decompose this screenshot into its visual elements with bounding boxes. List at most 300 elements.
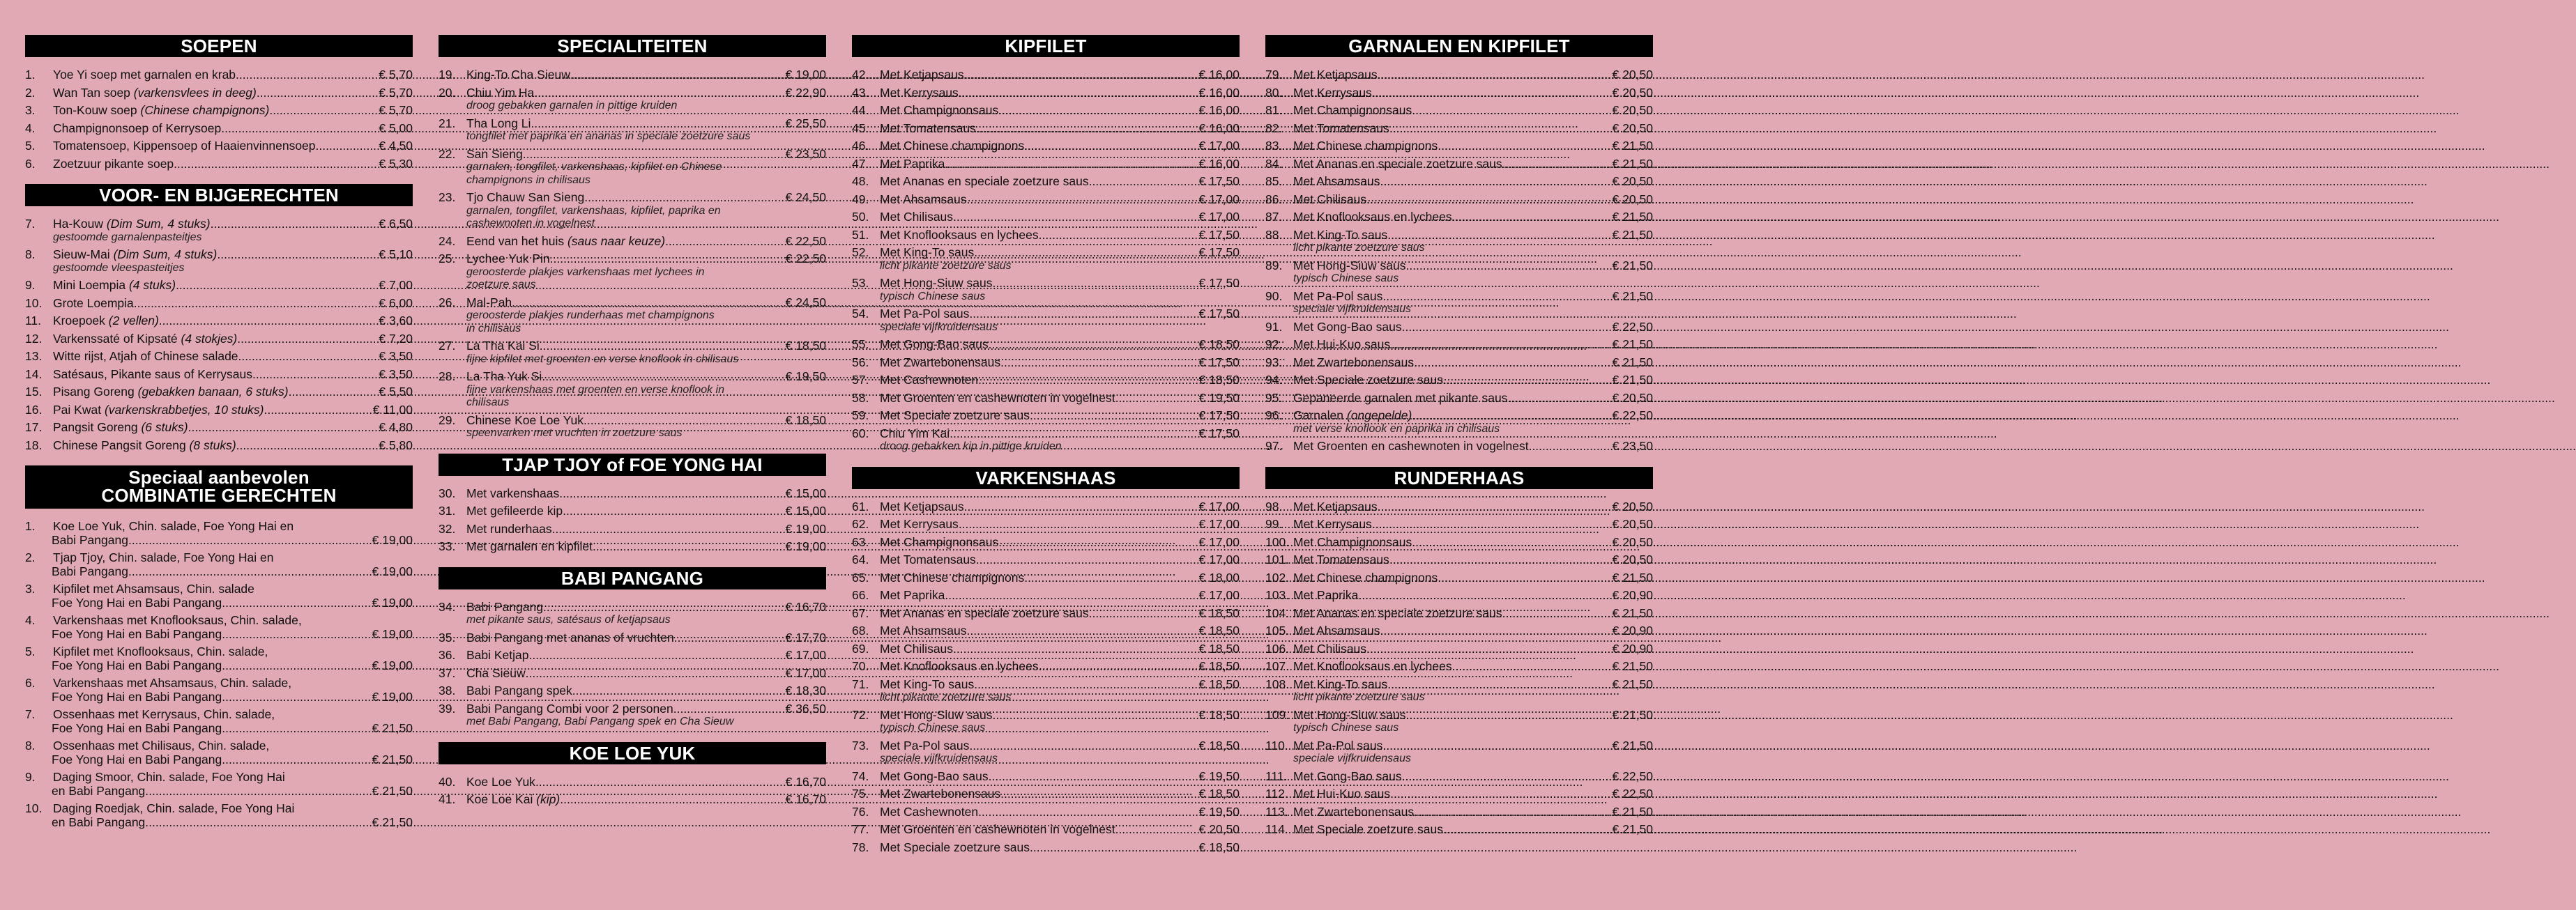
item-description: licht pikante zoetzure saus (1293, 242, 1425, 254)
menu-item[interactable] (25, 86, 413, 100)
item-name-wrap (53, 802, 294, 816)
menu-item[interactable] (25, 122, 413, 136)
menu-item[interactable] (25, 439, 413, 453)
menu-item[interactable] (1265, 122, 1653, 136)
menu-item[interactable] (1265, 193, 1653, 207)
menu-item-row (1265, 589, 1653, 603)
menu-item[interactable] (25, 385, 413, 399)
item-name: Yoe Yi soep met garnalen en krab (53, 68, 236, 82)
menu-item-row (25, 68, 413, 82)
menu-item[interactable] (1265, 571, 1653, 585)
item-number: 5. (25, 139, 36, 153)
menu-item[interactable] (852, 770, 1240, 784)
item-number: 3. (25, 103, 36, 117)
menu-item-row (852, 841, 1240, 855)
item-number: 23. (439, 190, 456, 204)
menu-item[interactable] (1265, 321, 1653, 334)
menu-item[interactable] (439, 191, 826, 231)
dot-leader (550, 252, 786, 266)
item-name: Varkenshaas met Ahsamsaus, Chin. salade, (53, 676, 292, 690)
menu-item[interactable] (439, 117, 826, 144)
menu-item[interactable] (1265, 805, 1653, 819)
item-number: 35. (439, 630, 456, 645)
item-name-wrap (466, 68, 570, 82)
menu-item[interactable] (25, 332, 413, 346)
menu-item[interactable] (852, 607, 1240, 621)
item-name: King-To Cha Sieuw (466, 68, 570, 82)
menu-item[interactable] (25, 157, 413, 171)
menu-item[interactable] (25, 677, 413, 704)
item-number: 109. (1265, 707, 1290, 722)
item-price: € 5,30 (379, 156, 413, 171)
menu-item-row (852, 157, 1240, 171)
menu-item[interactable] (852, 193, 1240, 207)
menu-item[interactable] (439, 252, 826, 292)
item-name: Met Paprika (880, 588, 945, 602)
item-price: € 18,50 (1198, 373, 1240, 387)
item-price: € 19,50 (1198, 804, 1240, 819)
item-number: 85. (1265, 174, 1283, 188)
item-name: Met Gong-Bao saus (880, 337, 989, 351)
menu-item-row (439, 684, 826, 698)
menu-item[interactable] (852, 739, 1240, 766)
dot-leader (1115, 392, 1199, 406)
item-name: Met Groenten en cashewnoten in vogelnest (880, 390, 1115, 405)
item-description: geroosterde plakjes varkenshaas met lychees in (466, 265, 705, 278)
menu-item[interactable] (852, 392, 1240, 406)
item-name: Met Zwartebonensaus (880, 787, 1001, 801)
menu-item[interactable] (439, 339, 826, 366)
item-name-wrap (53, 385, 289, 399)
menu-item[interactable] (1265, 739, 1653, 766)
dot-leader (188, 421, 379, 435)
menu-item-row (852, 122, 1240, 136)
item-price: € 21,50 (1612, 606, 1653, 620)
menu-item[interactable] (1265, 290, 1653, 316)
item-description-2: zoetzure saus (466, 279, 536, 291)
item-price: € 21,50 (1612, 227, 1653, 242)
section-header (439, 35, 826, 57)
item-name-wrap (880, 338, 989, 352)
item-name: Met Chinese champignons (880, 570, 1025, 585)
menu-item[interactable] (439, 702, 826, 729)
item-name-wrap (466, 235, 665, 249)
menu-item[interactable] (1265, 409, 1653, 435)
menu-item-row (1265, 553, 1653, 567)
menu-item-row (852, 193, 1240, 207)
item-description: fijne kipfilet met groenten en verse knoflook in chilisaus (466, 353, 739, 365)
menu-item-row (25, 677, 413, 691)
menu-item-row (25, 771, 413, 785)
menu-item[interactable] (852, 122, 1240, 136)
menu-item[interactable] (25, 583, 413, 610)
item-name-wrap (1293, 553, 1389, 567)
menu-item[interactable] (852, 678, 1240, 704)
menu-item[interactable] (439, 523, 826, 537)
item-price: € 18,50 (1198, 840, 1240, 854)
menu-item[interactable] (1265, 589, 1653, 603)
menu-item[interactable] (1265, 139, 1653, 153)
item-number: 10. (25, 295, 43, 310)
menu-item[interactable] (25, 520, 413, 547)
item-name-wrap (1293, 210, 1452, 224)
menu-section (1265, 467, 1653, 837)
menu-item-row-2 (25, 596, 413, 610)
item-price: € 20,90 (1612, 624, 1653, 638)
menu-item-row (1265, 321, 1653, 334)
item-number: 6. (25, 156, 36, 171)
menu-item[interactable] (852, 277, 1240, 303)
item-name-wrap (1293, 536, 1412, 550)
menu-item[interactable] (25, 771, 413, 798)
menu-item[interactable] (25, 68, 413, 82)
menu-item[interactable] (852, 210, 1240, 224)
menu-item[interactable] (25, 708, 413, 735)
menu-item-row (852, 709, 1240, 723)
menu-item-row (439, 487, 826, 501)
item-name-wrap (53, 677, 291, 691)
item-name: Met King-To saus (880, 245, 975, 259)
menu-item[interactable] (1265, 518, 1653, 532)
dot-leader (316, 139, 379, 153)
section-title: GARNALEN EN KIPFILET (1348, 36, 1570, 56)
menu-item[interactable] (1265, 624, 1653, 638)
menu-item[interactable] (1265, 68, 1653, 82)
item-number: 49. (852, 192, 869, 206)
item-name-wrap (880, 277, 992, 291)
menu-item[interactable] (852, 553, 1240, 567)
menu-item[interactable] (439, 667, 826, 681)
item-number: 18. (25, 438, 43, 452)
menu-item-row (439, 370, 826, 384)
menu-item-row (439, 540, 826, 554)
dot-leader (289, 385, 379, 399)
menu-item[interactable] (1265, 500, 1653, 514)
item-number: 39. (439, 701, 456, 716)
menu-item[interactable] (439, 601, 826, 627)
menu-item[interactable] (1265, 553, 1653, 567)
menu-item-row (852, 536, 1240, 550)
menu-item[interactable] (852, 624, 1240, 638)
dot-leader (1358, 589, 1612, 603)
item-name-wrap (880, 409, 1030, 423)
menu-item[interactable] (25, 403, 413, 417)
item-note: (8 stuks) (189, 438, 236, 452)
item-name-wrap (53, 157, 174, 171)
menu-item[interactable] (439, 631, 826, 645)
item-name: Met Ananas en speciale zoetzure saus (1293, 156, 1502, 171)
menu-item-row (25, 551, 413, 565)
menu-item[interactable] (1265, 229, 1653, 255)
menu-item[interactable] (1265, 607, 1653, 621)
dot-leader (1443, 823, 1613, 837)
dot-leader (974, 246, 1198, 260)
menu-item[interactable] (439, 235, 826, 249)
item-price: € 15,00 (785, 486, 826, 500)
menu-item-row (852, 427, 1240, 441)
menu-item-row (439, 793, 826, 807)
menu-item[interactable] (852, 805, 1240, 819)
menu-item[interactable] (1265, 536, 1653, 550)
menu-item[interactable] (1265, 157, 1653, 171)
menu-item[interactable] (25, 104, 413, 118)
item-price: € 21,50 (1612, 355, 1653, 369)
item-description: garnalen, tongfilet, varkenshaas, kipfilet en Chinese (466, 161, 722, 173)
dot-leader (174, 157, 379, 171)
item-name: Met Gong-Bao saus (880, 769, 989, 783)
menu-item-row-2 (25, 534, 413, 548)
dot-leader (1507, 392, 1612, 406)
dot-leader (1405, 709, 1612, 723)
section-header (852, 467, 1240, 489)
menu-item[interactable] (1265, 642, 1653, 656)
menu-item[interactable] (25, 314, 413, 328)
menu-item[interactable] (852, 536, 1240, 550)
dot-leader (1024, 571, 1198, 585)
menu-item[interactable] (1265, 392, 1653, 406)
item-price: € 21,50 (1612, 707, 1653, 722)
menu-item[interactable] (439, 68, 826, 82)
menu-item-row (852, 518, 1240, 532)
menu-item-row (439, 631, 826, 645)
item-name-wrap (1293, 709, 1405, 723)
menu-item-row (852, 338, 1240, 352)
menu-item[interactable] (439, 649, 826, 663)
item-name: Met Speciale zoetzure saus (880, 408, 1030, 422)
menu-item[interactable] (1265, 678, 1653, 704)
menu-item[interactable] (852, 660, 1240, 674)
menu-item[interactable] (852, 787, 1240, 801)
menu-item[interactable] (25, 350, 413, 364)
menu-item[interactable] (439, 86, 826, 113)
menu-item[interactable] (852, 229, 1240, 242)
menu-item[interactable] (852, 157, 1240, 171)
menu-item-row (439, 252, 826, 266)
item-price: € 23,50 (1612, 439, 1653, 453)
dot-leader (1030, 841, 1199, 855)
item-name: Koe Loe Kai (466, 792, 533, 806)
dot-leader (1115, 823, 1199, 837)
item-name: Met Champignonsaus (1293, 103, 1412, 117)
menu-item[interactable] (852, 409, 1240, 423)
menu-item-row (1265, 104, 1653, 118)
menu-item[interactable] (852, 338, 1240, 352)
item-number: 74. (852, 769, 869, 783)
menu-item[interactable] (439, 370, 826, 410)
item-name-wrap (466, 504, 563, 518)
menu-item[interactable] (852, 104, 1240, 118)
menu-item-row (25, 520, 413, 534)
item-price: € 21,50 (1612, 677, 1653, 691)
item-number: 8. (25, 739, 36, 753)
item-price: € 20,50 (1612, 390, 1653, 405)
item-price: € 21,50 (1612, 659, 1653, 673)
item-name-wrap (1293, 86, 1372, 100)
menu-item-row (852, 805, 1240, 819)
menu-item[interactable] (25, 248, 413, 275)
item-name-wrap (880, 307, 969, 321)
dot-leader (1389, 553, 1613, 567)
item-number: 27. (439, 339, 456, 353)
menu-item[interactable] (25, 217, 413, 244)
menu-item[interactable] (1265, 175, 1653, 189)
menu-item[interactable] (1265, 787, 1653, 801)
item-name-wrap (53, 520, 294, 534)
dot-leader (523, 148, 786, 162)
menu-item[interactable] (852, 500, 1240, 514)
dot-leader (222, 659, 372, 673)
item-number: 14. (25, 367, 43, 381)
item-name-wrap (1293, 624, 1380, 638)
item-number: 25. (439, 252, 456, 265)
menu-item[interactable] (25, 279, 413, 293)
menu-item[interactable] (25, 645, 413, 672)
item-name: Tomatensoep, Kippensoep of Haaienvinnensoep (53, 139, 316, 153)
menu-item[interactable] (1265, 104, 1653, 118)
menu-item[interactable] (852, 823, 1240, 837)
item-price: € 18,50 (1198, 606, 1240, 620)
dot-leader (145, 816, 372, 830)
dot-leader (1030, 409, 1199, 423)
item-name: La Tha Yuk Si (466, 369, 542, 383)
menu-item[interactable] (1265, 356, 1653, 370)
item-name: Met Ketjapsaus (880, 499, 964, 514)
menu-item[interactable] (25, 368, 413, 382)
dot-leader (1089, 175, 1199, 189)
item-price: € 21,50 (1612, 804, 1653, 819)
item-number: 2. (25, 85, 36, 100)
item-name: Wan Tan soep (53, 85, 130, 100)
item-name-line2: Foe Yong Hai en Babi Pangang (52, 752, 222, 766)
menu-item[interactable] (439, 684, 826, 698)
item-number: 94. (1265, 373, 1283, 387)
item-number: 107. (1265, 659, 1290, 673)
item-number: 20. (439, 85, 456, 100)
item-name: Met Chilisaus (1293, 192, 1367, 206)
menu-item[interactable] (25, 614, 413, 641)
menu-item[interactable] (439, 776, 826, 789)
menu-item[interactable] (852, 518, 1240, 532)
menu-item[interactable] (1265, 823, 1653, 837)
menu-item[interactable] (852, 86, 1240, 100)
item-price: € 17,00 (785, 665, 826, 680)
item-name-wrap (880, 624, 967, 638)
menu-item[interactable] (25, 421, 413, 435)
item-name: Met Pa-Pol saus (1293, 288, 1383, 303)
menu-item[interactable] (1265, 709, 1653, 735)
item-price: € 17,00 (1198, 499, 1240, 514)
item-name: Met Hong-Siuw saus (1293, 707, 1406, 722)
menu-item[interactable] (1265, 770, 1653, 784)
menu-item[interactable] (1265, 86, 1653, 100)
menu-item[interactable] (852, 642, 1240, 656)
menu-item-row (25, 403, 413, 417)
menu-item[interactable] (25, 739, 413, 766)
dot-leader (1414, 356, 1612, 370)
item-price: € 17,70 (785, 630, 826, 645)
item-number: 19. (439, 68, 456, 82)
menu-item[interactable] (25, 297, 413, 311)
menu-item[interactable] (852, 709, 1240, 735)
item-price: € 17,50 (1198, 227, 1240, 242)
item-price: € 16,70 (785, 792, 826, 806)
menu-item[interactable] (1265, 660, 1653, 674)
section-header (25, 465, 413, 509)
menu-item[interactable] (25, 551, 413, 578)
item-description: met Babi Pangang, Babi Pangang spek en Cha Sieuw (466, 716, 734, 727)
item-description: droog gebakken kip in pittige kruiden (880, 440, 1062, 452)
menu-item[interactable] (439, 487, 826, 501)
item-name-wrap (880, 193, 967, 207)
item-note: (varkensvlees in deeg) (133, 85, 257, 100)
item-number: 7. (25, 217, 36, 231)
item-name: Met garnalen en kipfilet (466, 539, 593, 553)
menu-item[interactable] (1265, 440, 1653, 454)
menu-item[interactable] (852, 68, 1240, 82)
item-price: € 22,50 (1612, 319, 1653, 334)
item-number: 91. (1265, 319, 1283, 334)
menu-item[interactable] (439, 414, 826, 440)
item-name: Koe Loe Yuk, Chin. salade, Foe Yong Hai en (53, 519, 294, 533)
menu-item[interactable] (439, 540, 826, 554)
item-number: 76. (852, 804, 869, 819)
menu-item-row (1265, 500, 1653, 514)
menu-item[interactable] (852, 571, 1240, 585)
dot-leader (959, 86, 1199, 100)
item-name: Daging Smoor, Chin. salade, Foe Yong Hai (53, 770, 285, 784)
menu-item[interactable] (439, 504, 826, 518)
menu-item[interactable] (852, 139, 1240, 153)
item-name: Pisang Goreng (53, 385, 135, 399)
item-description: fijne varkenshaas met groenten en verse knoflook in (466, 383, 724, 396)
menu-item-row (852, 624, 1240, 638)
menu-item[interactable] (852, 175, 1240, 189)
menu-item[interactable] (1265, 373, 1653, 387)
menu-item[interactable] (1265, 210, 1653, 224)
section-header (25, 184, 413, 206)
item-price: € 21,50 (1612, 156, 1653, 171)
dot-leader (1039, 660, 1199, 674)
menu-item-row (439, 649, 826, 663)
menu-item-row (25, 104, 413, 118)
dot-leader (542, 370, 785, 384)
menu-item[interactable] (439, 793, 826, 807)
menu-item[interactable] (852, 307, 1240, 334)
menu-item[interactable] (852, 841, 1240, 855)
item-number: 72. (852, 707, 869, 722)
item-price: € 17,50 (1198, 426, 1240, 440)
item-note: (gebakken banaan, 6 stuks) (137, 385, 289, 399)
menu-item[interactable] (25, 139, 413, 153)
menu-item-row (852, 739, 1240, 753)
menu-item[interactable] (852, 356, 1240, 370)
item-name-wrap (880, 642, 953, 656)
menu-item[interactable] (852, 589, 1240, 603)
item-name: Witte rijst, Atjah of Chinese salade (53, 349, 238, 363)
menu-item[interactable] (1265, 338, 1653, 352)
menu-item[interactable] (1265, 259, 1653, 286)
menu-item[interactable] (439, 148, 826, 187)
item-number: 21. (439, 116, 456, 130)
menu-item[interactable] (25, 802, 413, 829)
menu-item[interactable] (852, 246, 1240, 272)
item-number: 48. (852, 174, 869, 188)
menu-item[interactable] (852, 373, 1240, 387)
menu-item[interactable] (852, 427, 1240, 454)
menu-item[interactable] (439, 296, 826, 336)
item-name: Met Hong-Siuw saus (880, 276, 993, 290)
menu-item-row (439, 148, 826, 162)
